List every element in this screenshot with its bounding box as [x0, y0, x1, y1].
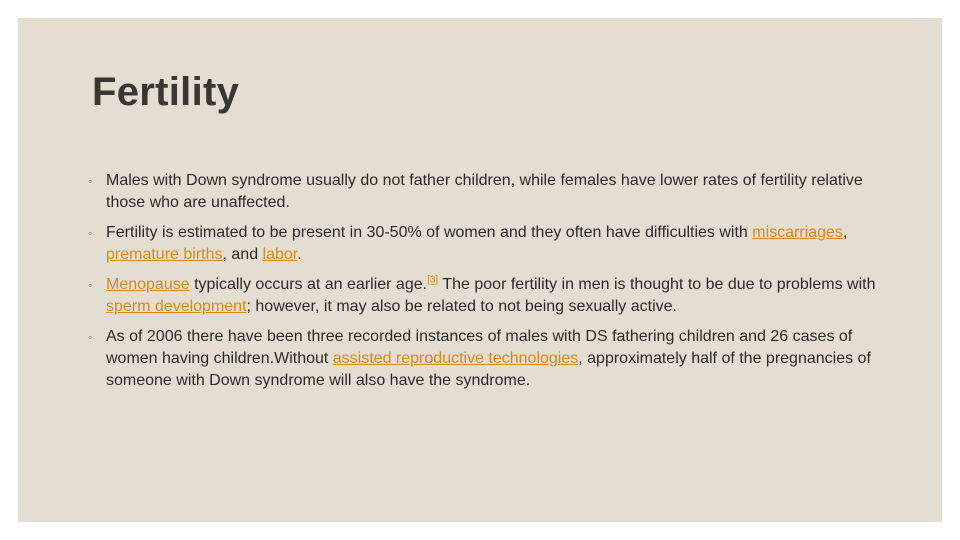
bullet-marker-icon: ◦	[88, 226, 93, 240]
text-link[interactable]: miscarriages	[752, 224, 843, 241]
slide	[18, 18, 942, 522]
bullet-marker-icon: ◦	[88, 278, 93, 292]
text-link[interactable]: premature births	[106, 246, 223, 263]
slide-title: Fertility	[92, 70, 240, 114]
bullet-text: Males with Down syndrome usually do not father children, while females have lower rates of fertility relative those who are unaffected.	[106, 172, 863, 211]
bullet-text: ,	[842, 224, 848, 241]
bullet-text: As of 2006 there have been three recorded instances of males with DS fathering children and 26 cases of women having children.Without	[106, 328, 853, 367]
bullet-item	[88, 170, 888, 214]
bullet-text: Fertility is estimated to be present in 30-50% of women and they often have difficulties with	[106, 224, 753, 241]
bullet-marker-icon: ◦	[88, 174, 93, 188]
bullet-marker-icon: ◦	[88, 330, 93, 344]
bullet-item	[88, 222, 888, 266]
bullet-item	[88, 326, 888, 392]
bullet-list	[88, 170, 888, 400]
text-link[interactable]: sperm development	[106, 298, 247, 315]
bullet-item	[88, 274, 888, 318]
citation-link[interactable]: [3]	[427, 274, 439, 286]
bullet-text: typically occurs at an earlier age.	[189, 276, 428, 293]
text-link[interactable]: Menopause	[106, 276, 190, 293]
bullet-text: , approximately half of the pregnancies of someone with Down syndrome will also have the syndrome.	[106, 350, 871, 389]
text-link[interactable]: assisted reproductive technologies	[332, 350, 579, 367]
bullet-text: , and	[222, 246, 263, 263]
bullet-text: .	[297, 246, 302, 263]
bullet-text: The poor fertility in men is thought to be due to problems with	[438, 276, 876, 293]
bullet-text: ; however, it may also be related to not being sexually active.	[246, 298, 677, 315]
text-link[interactable]: labor	[262, 246, 298, 263]
